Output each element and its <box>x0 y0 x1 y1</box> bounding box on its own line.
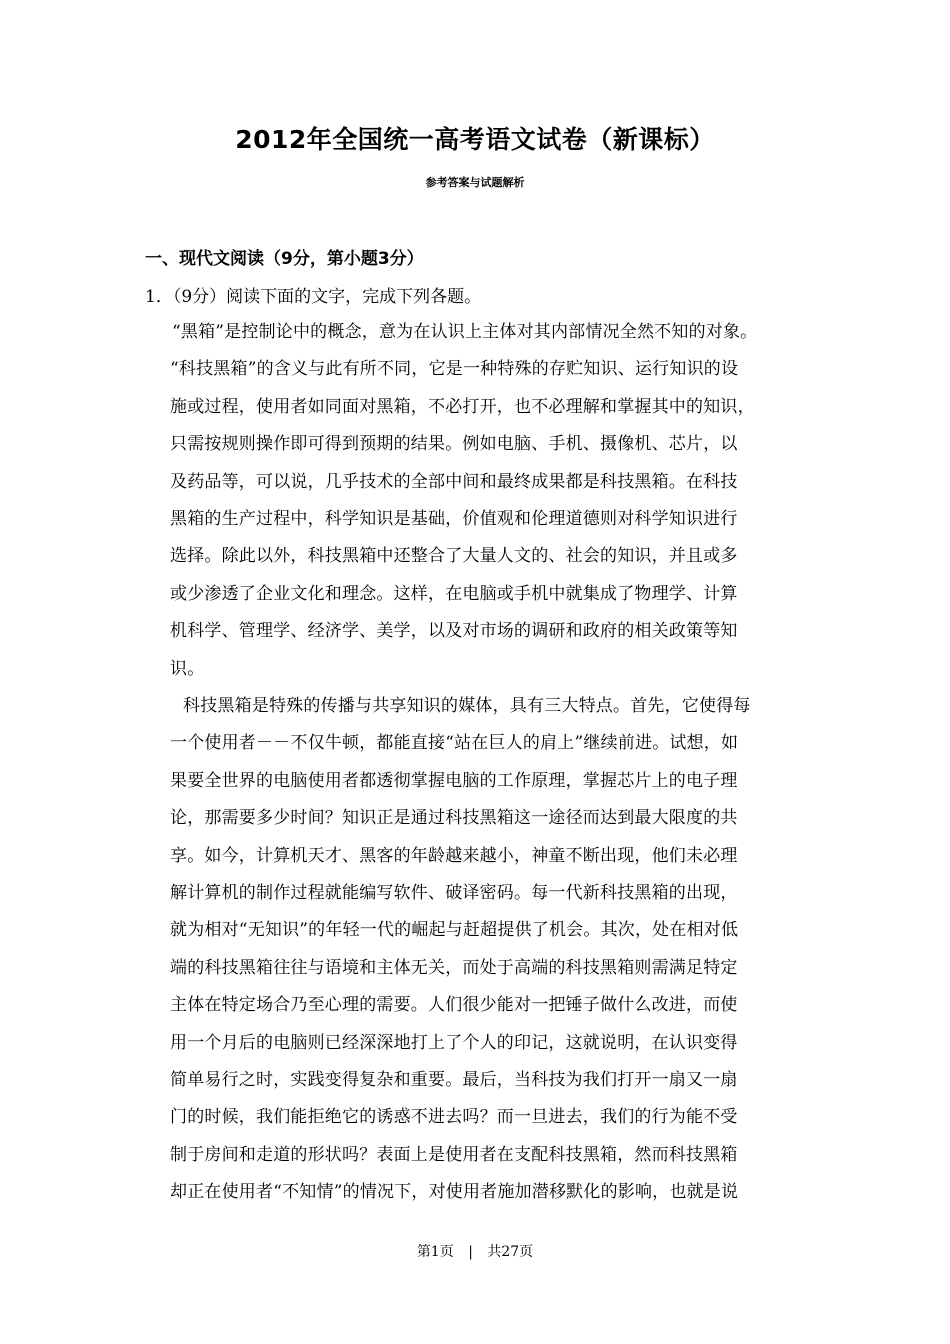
paragraph-line: 黑箱的生产过程中，科学知识是基础，价值观和伦理道德则对科学知识进行 <box>170 509 738 530</box>
paragraph <box>170 314 810 688</box>
paragraph-line: 机科学、管理学、经济学、美学，以及对市场的调研和政府的相关政策等知 <box>170 621 738 642</box>
paragraph-line: 只需按规则操作即可得到预期的结果。例如电脑、手机、摄像机、芯片，以 <box>170 434 738 455</box>
question-intro: 1．（9分）阅读下面的文字，完成下列各题。 <box>145 287 482 307</box>
paragraph-line: 论，那需要多少时间？知识正是通过科技黑箱这一途径而达到最大限度的共 <box>170 808 738 829</box>
paragraph-line: 识。 <box>170 658 205 679</box>
paragraph-line: “科技黑箱”的含义与此有所不同，它是一种特殊的存贮知识、运行知识的设 <box>170 359 739 380</box>
paragraph-line: “黑箱”是控制论中的概念，意为在认识上主体对其内部情况全然不知的对象。 <box>172 322 758 342</box>
passage-paragraph-2 <box>170 688 810 1212</box>
passage-paragraph-1 <box>170 314 810 688</box>
paragraph-line: 制于房间和走道的形状吗？表面上是使用者在支配科技黑箱，然而科技黑箱 <box>170 1144 738 1165</box>
paragraph <box>170 688 810 1212</box>
page-number-current: 第1页 <box>416 1244 454 1260</box>
paragraph-line: 主体在特定场合乃至心理的需要。人们很少能对一把锤子做什么改进，而使 <box>170 995 738 1016</box>
paragraph-line: 却正在使用者“不知情”的情况下，对使用者施加潜移默化的影响，也就是说 <box>170 1182 739 1203</box>
paragraph-line: 或少渗透了企业文化和理念。这样，在电脑或手机中就集成了物理学、计算 <box>170 583 738 604</box>
paragraph-line: 端的科技黑箱往往与语境和主体无关，而处于高端的科技黑箱则需满足特定 <box>170 957 738 978</box>
page-number-total: 共27页 <box>487 1244 534 1260</box>
page-title: 2012年全国统一高考语文试卷（新课标） <box>235 125 715 154</box>
paragraph-line: 及药品等，可以说，几乎技术的全部中间和最终成果都是科技黑箱。在科技 <box>170 471 738 492</box>
page-subtitle: 参考答案与试题解析 <box>425 176 525 189</box>
page-footer <box>0 1242 950 1262</box>
paragraph-line: 简单易行之时，实践变得复杂和重要。最后，当科技为我们打开一扇又一扇 <box>170 1070 738 1091</box>
paragraph-line: 享。如今，计算机天才、黑客的年龄越来越小，神童不断出现，他们未必理 <box>170 845 738 866</box>
paragraph-line: 施或过程，使用者如同面对黑箱，不必打开，也不必理解和掌握其中的知识， <box>170 396 755 417</box>
paragraph-line: 解计算机的制作过程就能编写软件、破译密码。每一代新科技黑箱的出现， <box>170 883 738 904</box>
section-heading: 一、现代文阅读（9分，第小题3分） <box>145 249 424 269</box>
paragraph-line: 就为相对“无知识”的年轻一代的崛起与赶超提供了机会。其次，处在相对低 <box>170 920 739 941</box>
paragraph-line: 门的时候，我们能拒绝它的诱惑不进去吗？而一旦进去，我们的行为能不受 <box>170 1107 738 1128</box>
paragraph-line: 科技黑箱是特殊的传播与共享知识的媒体，具有三大特点。首先，它使得每 <box>183 696 751 716</box>
paragraph-line: 一个使用者－－不仅牛顿，都能直接“站在巨人的肩上”继续前进。试想，如 <box>170 733 739 754</box>
paragraph-line: 用一个月后的电脑则已经深深地打上了个人的印记，这就说明，在认识变得 <box>170 1032 738 1053</box>
footer-separator: | <box>468 1244 473 1260</box>
paragraph-line: 选择。除此以外，科技黑箱中还整合了大量人文的、社会的知识，并且或多 <box>170 546 738 567</box>
paragraph-line: 果要全世界的电脑使用者都透彻掌握电脑的工作原理，掌握芯片上的电子理 <box>170 770 738 791</box>
